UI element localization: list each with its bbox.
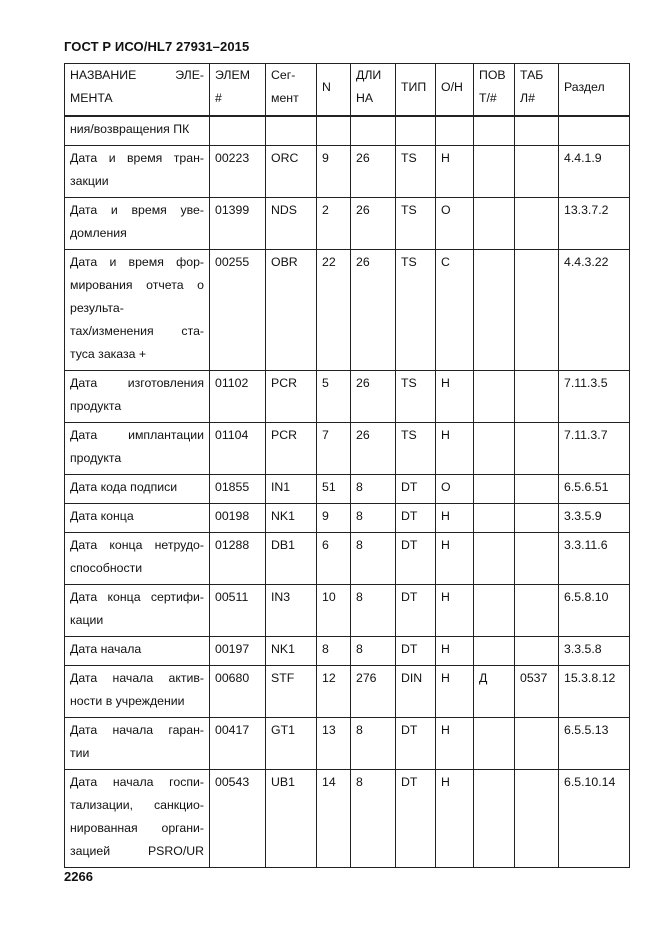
- cell-segment: IN3: [266, 584, 317, 636]
- cell-tab: [515, 584, 559, 636]
- element-name-line: способности: [70, 560, 143, 575]
- cell-rep: [474, 422, 515, 474]
- elements-table: [64, 63, 630, 868]
- column-header-line: ТИП: [401, 80, 427, 95]
- cell-segment: ORC: [266, 145, 317, 197]
- cell-tab: [515, 636, 559, 665]
- table-header-row: [65, 64, 630, 116]
- table-row: [65, 197, 630, 249]
- cell-n: 10: [317, 584, 351, 636]
- cell-on: О: [436, 197, 474, 249]
- cell-tab: [515, 474, 559, 503]
- element-name-line: кации: [70, 612, 104, 627]
- table-row: [65, 532, 630, 584]
- cell-section: 7.11.3.5: [559, 370, 630, 422]
- cell-n: 5: [317, 370, 351, 422]
- column-header-line: Сег-: [271, 68, 296, 82]
- cell-type: DT: [396, 584, 436, 636]
- cell-on: [436, 116, 474, 146]
- cell-on: Н: [436, 665, 474, 717]
- element-name-line: мирования отчета о: [70, 277, 204, 292]
- cell-tab: [515, 532, 559, 584]
- cell-type: DT: [396, 717, 436, 769]
- cell-rep: [474, 717, 515, 769]
- cell-segment: [266, 116, 317, 146]
- cell-segment: PCR: [266, 422, 317, 474]
- cell-length: 26: [351, 370, 396, 422]
- table-row: [65, 370, 630, 422]
- column-header-line: ПОВ: [479, 68, 506, 82]
- table-row: [65, 116, 630, 146]
- cell-on: С: [436, 249, 474, 370]
- cell-section: 3.3.5.9: [559, 503, 630, 532]
- table-row: [65, 717, 630, 769]
- element-name-line: Дата конца сертифи-: [70, 589, 204, 604]
- cell-section: 4.4.1.9: [559, 145, 630, 197]
- cell-section: 6.5.5.13: [559, 717, 630, 769]
- column-header-line: Раздел: [564, 80, 605, 95]
- cell-tab: [515, 503, 559, 532]
- cell-tab: 0537: [515, 665, 559, 717]
- table-row: [65, 636, 630, 665]
- cell-n: 9: [317, 503, 351, 532]
- element-name-line: Дата начала актив-: [70, 670, 204, 685]
- cell-type: TS: [396, 422, 436, 474]
- cell-rep: [474, 197, 515, 249]
- cell-segment: UB1: [266, 769, 317, 867]
- element-name-line: Дата кода подписи: [70, 479, 178, 494]
- element-name-cell: [65, 584, 210, 636]
- cell-on: Н: [436, 717, 474, 769]
- cell-length: 26: [351, 197, 396, 249]
- cell-on: Н: [436, 145, 474, 197]
- column-header-name: [65, 64, 210, 116]
- cell-type: DT: [396, 532, 436, 584]
- cell-n: 12: [317, 665, 351, 717]
- cell-type: DT: [396, 503, 436, 532]
- cell-type: DT: [396, 769, 436, 867]
- cell-n: 2: [317, 197, 351, 249]
- cell-type: [396, 116, 436, 146]
- table-row: [65, 769, 630, 867]
- page-number: 2266: [64, 869, 93, 884]
- column-header-n: [317, 64, 351, 116]
- cell-length: 8: [351, 532, 396, 584]
- element-name-line: продукта: [70, 450, 122, 465]
- cell-segment: IN1: [266, 474, 317, 503]
- column-header-line: ДЛИ: [356, 68, 382, 82]
- element-name-cell: [65, 717, 210, 769]
- element-name-line: Дата имплантации: [70, 427, 204, 442]
- element-name-line: тализации, санкцио-: [70, 797, 204, 812]
- cell-section: 4.4.3.22: [559, 249, 630, 370]
- element-name-line: закции: [70, 173, 109, 188]
- cell-section: 13.3.7.2: [559, 197, 630, 249]
- cell-section: 6.5.8.10: [559, 584, 630, 636]
- column-header-line: Л#: [520, 91, 535, 105]
- cell-on: Н: [436, 636, 474, 665]
- column-header-line: ТАБ: [520, 68, 544, 82]
- column-header-line: НА: [356, 91, 374, 105]
- cell-rep: [474, 636, 515, 665]
- cell-elem: 01102: [210, 370, 266, 422]
- cell-segment: NK1: [266, 636, 317, 665]
- element-name-line: ния/возвращения ПК: [70, 121, 190, 136]
- column-header-elem: [210, 64, 266, 116]
- table-row: [65, 665, 630, 717]
- element-name-cell: [65, 503, 210, 532]
- column-header-type: [396, 64, 436, 116]
- cell-n: 13: [317, 717, 351, 769]
- column-header-line: мент: [271, 91, 299, 105]
- cell-length: 26: [351, 249, 396, 370]
- cell-section: 3.3.11.6: [559, 532, 630, 584]
- cell-tab: [515, 717, 559, 769]
- cell-type: TS: [396, 197, 436, 249]
- cell-length: 8: [351, 636, 396, 665]
- element-name-line: Дата и время фор-: [70, 254, 204, 269]
- element-name-line: Дата конца: [70, 508, 134, 523]
- cell-tab: [515, 370, 559, 422]
- cell-elem: 00255: [210, 249, 266, 370]
- column-header-rep: [474, 64, 515, 116]
- element-name-line: результа-: [70, 300, 124, 315]
- cell-length: 8: [351, 717, 396, 769]
- cell-tab: [515, 249, 559, 370]
- cell-section: [559, 116, 630, 146]
- column-header-line: N: [322, 80, 331, 95]
- cell-segment: PCR: [266, 370, 317, 422]
- cell-on: Н: [436, 422, 474, 474]
- element-name-line: Дата и время уве-: [70, 202, 204, 217]
- column-header-section: [559, 64, 630, 116]
- cell-rep: [474, 370, 515, 422]
- column-header-line: Т/#: [479, 91, 497, 105]
- column-header-line: О/Н: [441, 80, 463, 95]
- cell-length: [351, 116, 396, 146]
- table-row: [65, 503, 630, 532]
- cell-segment: NDS: [266, 197, 317, 249]
- cell-type: TS: [396, 370, 436, 422]
- cell-elem: 01288: [210, 532, 266, 584]
- table-row: [65, 249, 630, 370]
- table-row: [65, 145, 630, 197]
- element-name-cell: [65, 370, 210, 422]
- cell-n: 7: [317, 422, 351, 474]
- element-name-cell: [65, 636, 210, 665]
- element-name-cell: [65, 532, 210, 584]
- cell-section: 6.5.10.14: [559, 769, 630, 867]
- element-name-line: Дата и время тран-: [70, 150, 204, 165]
- cell-elem: 01855: [210, 474, 266, 503]
- cell-segment: GT1: [266, 717, 317, 769]
- cell-elem: 00223: [210, 145, 266, 197]
- element-name-line: продукта: [70, 398, 122, 413]
- column-header-tab: [515, 64, 559, 116]
- cell-type: DT: [396, 636, 436, 665]
- cell-tab: [515, 145, 559, 197]
- cell-length: 8: [351, 474, 396, 503]
- cell-n: 8: [317, 636, 351, 665]
- cell-section: 7.11.3.7: [559, 422, 630, 474]
- cell-type: DT: [396, 474, 436, 503]
- cell-tab: [515, 422, 559, 474]
- cell-on: Н: [436, 584, 474, 636]
- cell-n: [317, 116, 351, 146]
- cell-rep: [474, 584, 515, 636]
- element-name-line: Дата изготовления: [70, 375, 204, 390]
- cell-type: TS: [396, 145, 436, 197]
- table-row: [65, 474, 630, 503]
- column-header-on: [436, 64, 474, 116]
- cell-tab: [515, 197, 559, 249]
- element-name-line: туса заказа +: [70, 346, 147, 361]
- element-name-cell: [65, 249, 210, 370]
- cell-elem: 00417: [210, 717, 266, 769]
- element-name-cell: [65, 116, 210, 146]
- cell-n: 9: [317, 145, 351, 197]
- cell-section: 6.5.6.51: [559, 474, 630, 503]
- cell-length: 26: [351, 145, 396, 197]
- element-name-line: тии: [70, 745, 90, 760]
- table-row: [65, 422, 630, 474]
- cell-length: 8: [351, 769, 396, 867]
- column-header-length: [351, 64, 396, 116]
- cell-segment: OBR: [266, 249, 317, 370]
- cell-on: Н: [436, 769, 474, 867]
- cell-tab: [515, 769, 559, 867]
- cell-length: 8: [351, 584, 396, 636]
- cell-on: О: [436, 474, 474, 503]
- cell-segment: STF: [266, 665, 317, 717]
- cell-n: 22: [317, 249, 351, 370]
- cell-on: Н: [436, 370, 474, 422]
- cell-rep: [474, 145, 515, 197]
- element-name-cell: [65, 769, 210, 867]
- cell-rep: Д: [474, 665, 515, 717]
- cell-length: 26: [351, 422, 396, 474]
- cell-rep: [474, 249, 515, 370]
- cell-rep: [474, 116, 515, 146]
- cell-rep: [474, 503, 515, 532]
- cell-rep: [474, 532, 515, 584]
- cell-on: Н: [436, 532, 474, 584]
- cell-elem: 00197: [210, 636, 266, 665]
- element-name-line: Дата конца нетрудо-: [70, 537, 204, 552]
- element-name-line: нированная органи-: [70, 820, 204, 835]
- cell-segment: DB1: [266, 532, 317, 584]
- element-name-line: ности в учреждении: [70, 693, 185, 708]
- cell-type: DIN: [396, 665, 436, 717]
- cell-elem: 00511: [210, 584, 266, 636]
- document-header: ГОСТ Р ИСО/HL7 27931–2015: [64, 39, 250, 54]
- cell-elem: 00198: [210, 503, 266, 532]
- column-header-line: НАЗВАНИЕ ЭЛЕ-: [70, 68, 204, 82]
- cell-elem: [210, 116, 266, 146]
- element-name-cell: [65, 145, 210, 197]
- cell-length: 276: [351, 665, 396, 717]
- cell-length: 8: [351, 503, 396, 532]
- element-name-cell: [65, 474, 210, 503]
- cell-section: 3.3.5.8: [559, 636, 630, 665]
- element-name-cell: [65, 422, 210, 474]
- element-name-cell: [65, 665, 210, 717]
- element-name-line: тах/изменения ста-: [70, 323, 204, 338]
- cell-rep: [474, 769, 515, 867]
- cell-segment: NK1: [266, 503, 317, 532]
- element-name-line: Дата начала гаран-: [70, 722, 204, 737]
- element-name-line: Дата начала: [70, 641, 142, 656]
- cell-n: 6: [317, 532, 351, 584]
- element-name-line: зацией PSRO/UR: [70, 843, 204, 858]
- column-header-line: #: [215, 91, 222, 105]
- cell-section: 15.3.8.12: [559, 665, 630, 717]
- cell-n: 14: [317, 769, 351, 867]
- cell-elem: 00680: [210, 665, 266, 717]
- table-row: [65, 584, 630, 636]
- cell-on: Н: [436, 503, 474, 532]
- element-name-line: Дата начала госпи-: [70, 774, 204, 789]
- cell-tab: [515, 116, 559, 146]
- cell-elem: 01399: [210, 197, 266, 249]
- cell-elem: 00543: [210, 769, 266, 867]
- table-body: [65, 116, 630, 868]
- column-header-line: ЭЛЕМ: [215, 68, 250, 82]
- cell-type: TS: [396, 249, 436, 370]
- cell-elem: 01104: [210, 422, 266, 474]
- cell-n: 51: [317, 474, 351, 503]
- element-name-line: домления: [70, 225, 127, 240]
- column-header-line: МЕНТА: [70, 91, 113, 105]
- column-header-segment: [266, 64, 317, 116]
- element-name-cell: [65, 197, 210, 249]
- cell-rep: [474, 474, 515, 503]
